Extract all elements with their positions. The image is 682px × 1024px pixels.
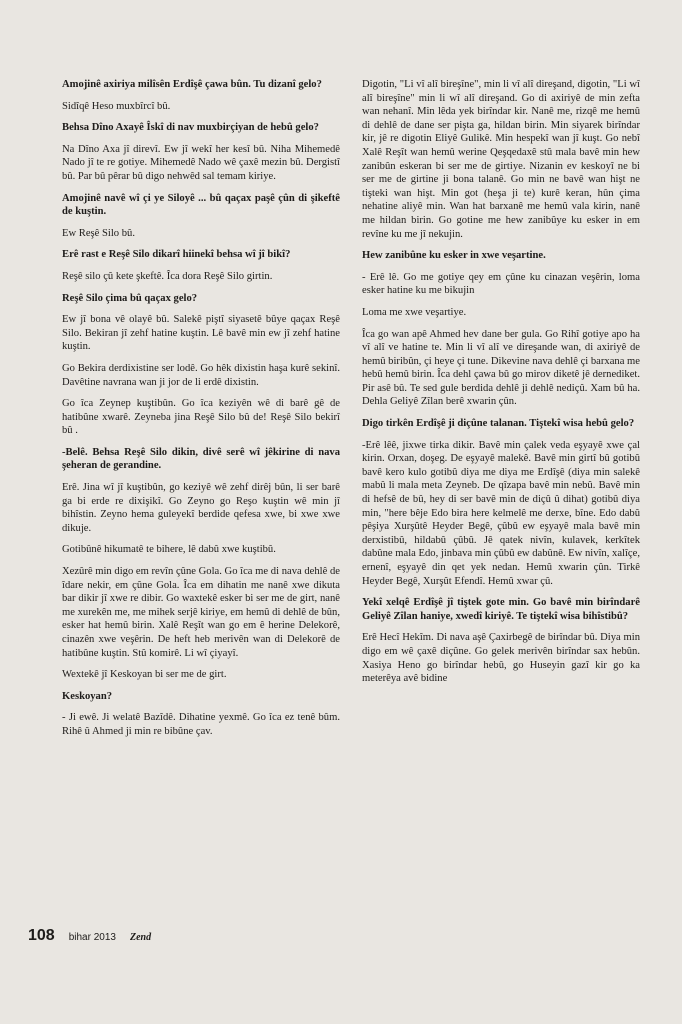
answer: Îca go wan apê Ahmed hev dane ber gula. Go Rihî gotiye apo ha vî alî ve hatine te. Min li vî alî ve direşande wan, di axiriyê de hemû biribûn, çi heye çi tune. Dikevine nava dehlê çi barxana me hebû hemû birin. Îca dehl çawa bû go mirov diketê jê dernediket. Pir asê bû. Te sed gule berdida dehlê ji dehlê nediçû. Xam bû ha. Dehla Geliyê Zîlan berê xwarin çûn. [362,328,640,408]
page-number: 108 [28,927,55,944]
answer: Digotin, "Li vî alî bireşîne", min li vî alî direşand, digotin, "Li wî alî bireşîne" min li wî alî direşand. Go di axiriyê de min zefta wan nehanî. Min lêda yek birîndar kir. Nanê me, rizqê me hemû di dehlê de dane ser pişta ga, hildan birin. Min siyarek birîndar kir, jê re digotin Eliyê Gulikê. Min hespekî wan jî kuşt. Go nebî Xalê Reşît wan hemû werine Qeşqedaxê stû mala bavê min hew zanibûn eskeran bi ser me de girtiye. Nizanin ev keskoyî ne bi ser me de girtine ji bona talanê. Go min ne bavê wan hişt ne tişteki wan hişt. Min got (heşa ji te) kurê keran, hûn çima nehatine aliyê min. Wan hat barxanê me hemû vala kirin, nanê me hildan birin. Go gotine me hew zanibûye ku esker in em revîne ku me jî nekujin. [362,79,640,240]
question: Digo tirkên Erdîşê ji diçûne talanan. Tiştekî wisa hebû gelo? [362,418,635,430]
question: Yekî xelqê Erdîşê jî tiştek gote min. Go bavê min birîndarê Geliyê Zîlan haniye, xwedî kiriyê. Te tiştekî wisa bihîstibû? [362,597,640,622]
question: Keskoyan? [62,690,113,702]
left-column [62,78,340,747]
answer: Gotibûnê hikumatê te bihere, lê dabû xwe kuştibû. [62,544,276,556]
answer: Ew Reşê Silo bû. [62,227,135,239]
answer: Loma me xwe veşartiye. [362,306,467,318]
question: -Belê. Behsa Reşê Silo dikin, divê serê wî jêkirine di nava şeheran de gerandine. [62,446,340,472]
question: Reşê Silo çima bû qaçax gelo? [62,292,198,304]
answer: Sidîqê Heso muxbîrcî bû. [62,100,171,112]
answer: Go îca Zeynep kuştibûn. Go îca keziyên wê di barê gê de hatibûne xwarê. Zeyneba jina Reşê Silo bû de! Reşê Silo bekirî bû . [62,398,340,437]
question: Amojinê axiriya milîsên Erdîşê çawa bûn. Tu dizanî gelo? [62,79,322,90]
question: Behsa Dîno Axayê Îskî di nav muxbirçiyan de hebû gelo? [62,122,319,134]
answer: Na Dîno Axa jî direvî. Ew jî wekî her kesî bû. Niha Mihemedê Nado jî te re gotiye. Mihemedê Nado wê çaxê mezin bû. Dergistî bû. Par bû pêrar bû digo nehwêd sal temam kiriye. [62,143,340,182]
answer: Erê Hecî Hekîm. Di nava aşê Çaxirbegê de birîndar bû. Diya min digo em wê çaxê diçûne. Go gelek merivên birîndar sax hebûn. Xasiya Heno go birîndar hebû, go Huseyin gazî kir go ka meterêya avê bidine [362,632,640,685]
answer: Erê. Jina wî jî kuştibûn, go keziyê wê zehf dirêj bûn, li ser barê ga bi erde re dixişikî. Go Zeyno go Reşo kuştin wê min jî bihîstin. Zeyno hema guleyekî berdide qefesa xwe, bi xwe xwe dikuje. [62,482,340,534]
answer: Wextekê jî Keskoyan bi ser me de girt. [62,669,227,681]
answer: - Erê lê. Go me gotiye qey em çûne ku cinazan veşêrin, loma esker hatine ku me bikujin [362,271,640,297]
issue-label: bihar 2013 [68,932,116,943]
magazine-name: Zend [129,932,152,943]
question: Erê rast e Reşê Silo dikarî hiinekî behsa wî jî bikî? [62,249,291,261]
page-footer [28,927,151,945]
answer: Xezûrê min digo em revîn çûne Gola. Go îca me di nava dehlê de îdare nekir, em çûne Gola. Îca em dihatin me nanê xwe dikuta bar dikir jî xwe re dibir. Go waxtekê esker bi ser me de girt, nanê me xurekên me, me mihek serjê kiriye, em hemû di dehlê de bûn, esker hat hemû birin. Xalê Reşît wan go em ê herine Delekorê, cinazên xwe veşêrin. De heft heb merivên wan di Delekorê de hatibûne kuştin. Stû komirê. Li wî çiyayî. [62,566,340,659]
answer: - Ji ewê. Ji welatê Bazîdê. Dihatine yexmê. Go îca ez tenê bûm. Rihê û Ahmed ji min re bibûne çav. [62,712,340,737]
answer: Ew jî bona vê olayê bû. Salekê piştî siyasetê bûye qaçax Reşê Silo. Bekiran jî zehf hatine kuştin. Lê bavê min ew jî zehf hatine kuştin. [62,314,340,353]
answer: -Erê lêê, jixwe tirka dikir. Bavê min çalek veda eşyayê xwe çal kirin. Orxan, doşeg. De eşyayê malekê. Bavê min girtî bû gotibû bavê kero kulo gotibû diya me diya me Erdîşê (diya min salekê mabû li mala meta Zeyneb. De qîzapa bavê min nebû. Bavê min di hefsê de bû, hey di ser bavê min de diçû û dihat) gotibû diya min, "here bêje Edo bira here kelmelê me derxe, bîne. Edo dabû pêşiya Xurşûtê Heyder Begê, çûbû ew eşyayê mala bavê min derxistibû, hildabû çûbû. Jê qatek nivîn, kulavek, kerkîtek dabûne mala Edo, jinbava min çûbû ew dabûnê. Ew nivîn, xalîçe, ernenî, eşyayê din qet yek nedan. Hemû xwarin çûn. Tirkê Heyder Begê, Xurşût Efendî. Hemû xwar çû. [362,439,640,587]
question: Hew zanibûne ku esker in xwe veşartine. [362,250,546,262]
question: Amojinê navê wî çi ye Siloyê ... bû qaçax paşê çûn di şikeftê de kuştin. [62,192,340,218]
right-column [362,78,640,694]
answer: Reşê silo çû kete şkeftê. Îca dora Reşê Silo girtin. [62,270,273,282]
answer: Go Bekira derdixistine ser lodê. Go hêk dixistin haşa kurê sekinî. Davêtine navrana wan ji jor de li erdê dixistin. [62,362,340,388]
